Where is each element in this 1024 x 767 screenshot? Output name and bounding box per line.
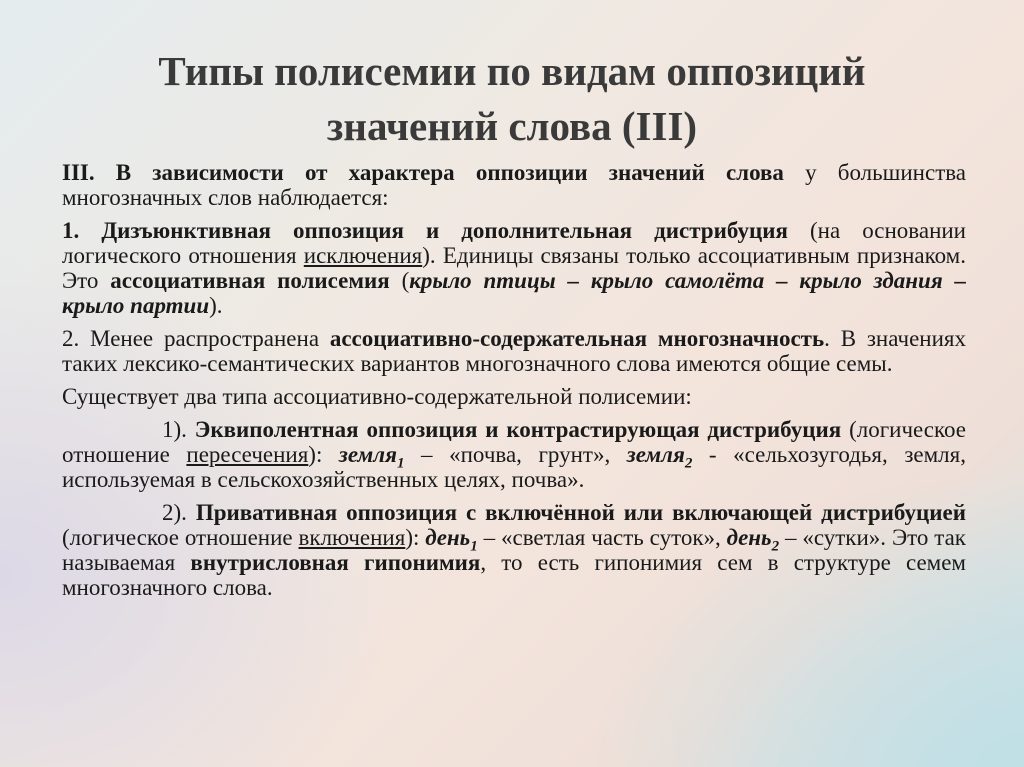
example-word-den-2: день [726,525,772,550]
example-word-den-1: день [425,525,471,550]
subscript-2: 2 [684,455,693,472]
disjunctive-text-3: ( [389,268,410,293]
intersection-term: пересечения [186,442,309,467]
subscript-3: 1 [470,538,478,555]
paragraph-equipollent [62,417,966,492]
slide-body [62,160,966,608]
privative-heading: Привативная оппозиция с включённой или включающей дистрибуцией [195,500,966,525]
associative-polysemy-term: ассоциативная полисемия [110,268,390,293]
privative-number: 2). [162,500,196,525]
paragraph-associative-content [62,326,966,376]
disjunctive-term: исключения [303,243,423,268]
disjunctive-text-4: ). [209,293,223,318]
two-types-text: Существует два типа ассоциативно-содержательной полисемии: [62,384,692,409]
equipollent-text-1: (логическое отношение [62,417,966,467]
slide-title [60,44,964,154]
assoc-content-term: ассоциативно-содержательная многозначность [329,326,825,351]
paragraph-intro [62,160,966,210]
subscript-1: 1 [396,455,405,472]
title-line-1: Типы полисемии по видам оппозиций [158,48,866,94]
privative-text-4: – «сутки». Это так называемая [62,525,966,575]
intro-bold: III. В зависимости от характера оппозиции значений слова [62,160,784,185]
disjunctive-text-2: ). Единицы связаны только ассоциативным признаком. Это [62,243,966,293]
paragraph-two-types [62,384,966,409]
equipollent-text-3: – «почва, грунт», [404,442,627,467]
paragraph-privative [62,500,966,600]
equipollent-heading: Эквиполентная оппозиция и контрастирующая дистрибуция [194,417,842,442]
assoc-text-2: . В значениях таких лексико-семантических вариантов многозначного слова имеются общие семы. [62,326,966,376]
equipollent-text-2: ): [308,442,339,467]
equipollent-number: 1). [162,417,195,442]
example-word-zemlya-2: земля [626,442,685,467]
privative-text-1: (логическое отношение [62,525,299,550]
disjunctive-text-1: (на основании логического отношения [62,218,966,268]
hyponymy-term: внутрисловная гипонимия [190,550,481,575]
title-line-2: значений слова (III) [326,103,698,149]
disjunctive-heading: 1. Дизъюнктивная оппозиция и дополнительная дистрибуция [62,218,788,243]
wing-examples: крыло птицы – крыло самолёта – крыло здания – крыло партии [62,268,966,318]
intro-text: у большинства многозначных слов наблюдается: [62,160,967,210]
privative-text-5: , то есть гипонимия сем в структуре семем многозначного слова. [62,550,966,600]
subscript-4: 2 [771,538,780,555]
example-word-zemlya-1: земля [338,442,397,467]
privative-text-3: – «светлая часть суток», [477,525,727,550]
inclusion-term: включения [298,525,406,550]
equipollent-text-4: - «сельхозугодья, земля, используемая в сельскохозяйственных целях, почва». [62,442,966,492]
paragraph-disjunctive [62,218,966,318]
assoc-text-1: 2. Менее распространена [62,326,330,351]
privative-text-2: ): [405,525,426,550]
